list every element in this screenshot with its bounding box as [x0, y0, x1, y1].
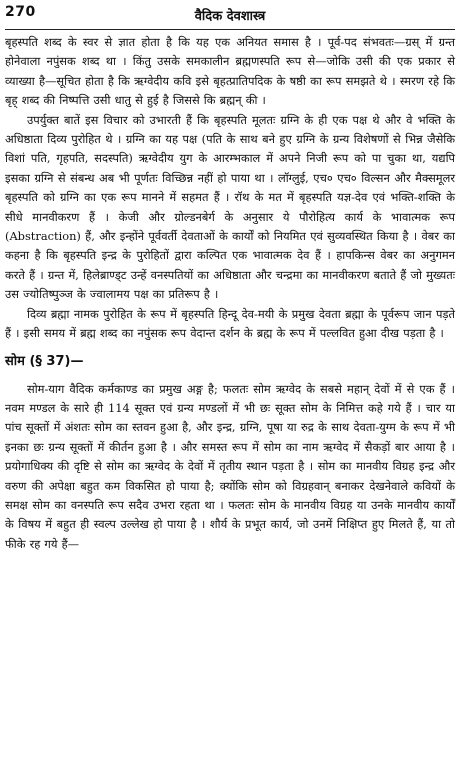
running-head: वैदिक देवशास्त्र	[194, 9, 266, 24]
header-rule	[5, 29, 455, 30]
page-header	[5, 4, 455, 28]
paragraph-brihaspati-agni: उपर्युक्त बातें इस विचार को उभारती हैं कि बृहस्पति मूलतः ग्रग्नि के ही एक पक्ष थे और वे भक्ति के अधिष्ठाता दिव्य पुरोहित थे । ग्रग्नि का यह पक्ष (पति के साथ बने हुए ग्रग्नि के ग्रन्य विशेषणों से भिन्न जैसेकि विशां पति, गृहपति, सदस्पति) ऋग्वेदीय युग के आरम्भकाल में अपने निजी रूप को पा चुका था, यद्यपि इसका ग्रग्नि से संबन्ध अब भी पूर्णतः विच्छिन्न नहीं हो पाया था । लॉग्लुई, एच० एच० विल्सन और मैक्समूलर बृहस्पति को ग्रग्नि का एक रूप मानने में सहमत हैं । रॉथ के मत में बृहस्पति यज्ञ-देव एवं भक्ति-शक्ति के सीधे मानवीकरण हैं । केजी और ग्रोल्डनबेर्ग के अनुसार ये पौरोहित्य कार्य के भावात्मक रूप (Abstraction) हैं, और इन्होंने पूर्ववर्ती देवताओं के कार्यों को नियमित एवं सुव्यवस्थित किया है । वेबर का कहना है कि बृहस्पति इन्द्र के पुरोहितों द्वारा कल्पित एक भावात्मक देव हैं । हापकिन्स वेबर का अनुगमन करते हैं । ग्रन्त में, हिलेब्राण्ड्ट उन्हें वनस्पतियों का अधिष्ठाता और चन्द्रमा का मानवीकरण बताते हैं जो मुख्यतः उस ज्योतिष्पुञ्ज के ज्वालामय पक्ष का प्रतिरूप है ।	[5, 112, 455, 302]
paragraph-soma: सोम-याग वैदिक कर्मकाण्ड का प्रमुख अङ्ग है; फलतः सोम ऋग्वेद के सबसे महान् देवों में से एक हैं । नवम मण्डल के सारे ही 114 सूक्त एवं ग्रन्य मण्डलों में भी छः सूक्त सोम के निमित्त कहे गये हैं । चार या पांच सूक्तों में अंशतः सोम का स्तवन हुआ है, और इन्द्र, ग्रग्नि, पूषा या रुद्र के साथ देवता-युग्म के रूप में भी इनका छः ग्रन्य सूक्तों में कीर्तन हुआ है । और समस्त रूप में सोम का नाम ऋग्वेद में सैकड़ों बार आया है । प्रयोगाधिक्य की दृष्टि से सोम का ऋग्वेद के देवों में तृतीय स्थान पड़ता है । सोम का मानवीय विग्रह इन्द्र और वरुण की अपेक्षा बहुत कम विकसित हो पाया है; क्योंकि सोम को विग्रहवान् बनाकर देखनेवाले कवियों के समक्ष सोम का वनस्पति रूप सदैव उभरा रहता था । फलतः सोम के मानवीय विग्रह या उनके मानवीय कार्यों के विषय में बहुत ही स्वल्प उल्लेख हो पाया है । शौर्य के प्रभूत कार्य, जो उनमें निक्षिप्त हुए मिलते हैं, या तो फीके रह गये हैं—	[5, 381, 455, 551]
paragraph-brihaspati-etymology: बृहस्पति शब्द के स्वर से ज्ञात होता है कि यह एक अनियत समास है । पूर्व-पद संभवतः—ग्रस् में ग्रन्त होनेवाला नपुंसक शब्द था । किंतु उसके समकालीन ब्रह्मणस्पति रूप से—जोकि उसी की एक प्रकार से व्याख्या है—सूचित होता है कि ऋग्वेदीय कवि इसे बृहत्प्रातिपदिक के षष्ठी का रूप समझते थे । स्मरण रहे कि बृह् शब्द की निष्पत्ति उसी धातु से हुई है जिससे कि ब्रह्मन् की ।	[5, 35, 455, 108]
page-number: 270	[5, 4, 36, 20]
body-text	[5, 33, 455, 554]
paragraph-brihaspati-brahma: दिव्य ब्रह्मा नामक पुरोहित के रूप में बृहस्पति हिन्दू देव-मयी के प्रमुख देवता ब्रह्मा के पूर्वरूप जान पड़ते हैं । इसी समय में ब्रह्म शब्द का नपुंसक रूप वेदान्त दर्शन के ब्रह्म के रूप में पल्लवित हुआ दीख पड़ता है ।	[5, 306, 455, 341]
section-heading-soma: सोम (§ 37)—	[5, 353, 84, 369]
